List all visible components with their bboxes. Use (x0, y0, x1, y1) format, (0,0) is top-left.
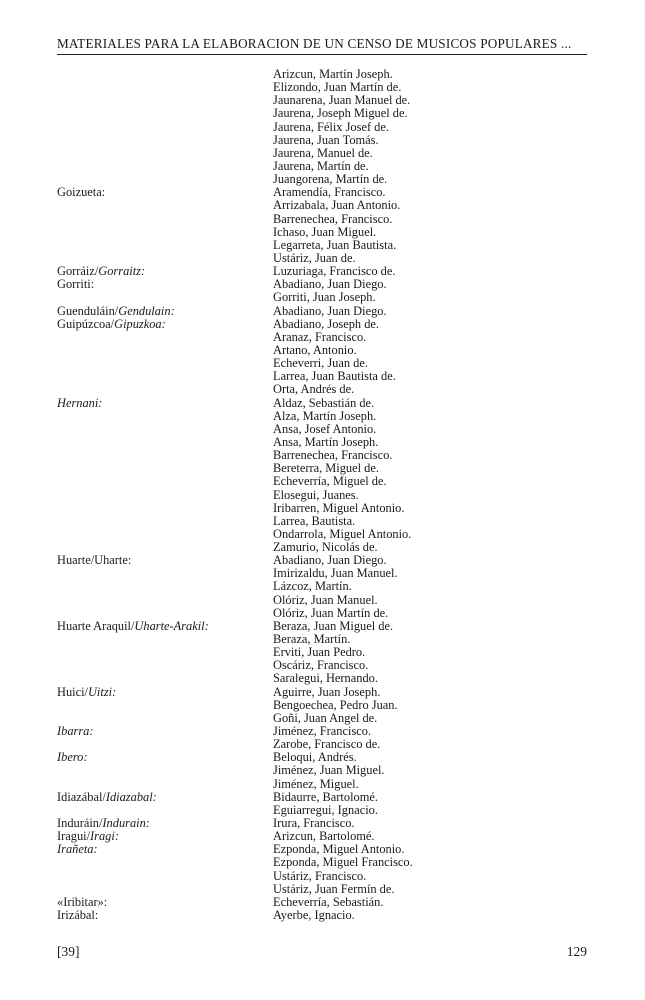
place-name (57, 107, 273, 120)
header-rule (57, 54, 587, 55)
place-name (57, 318, 273, 331)
list-item (57, 410, 617, 423)
list-item (57, 515, 617, 528)
place-name (57, 856, 273, 869)
musician-name: Eguiarregui, Ignacio. (273, 802, 378, 817)
musician-name: Jaurena, Manuel de. (273, 145, 373, 160)
place-spanish: Huarte/Uharte: (57, 553, 132, 568)
list-item (57, 580, 617, 593)
musician-name: Jiménez, Juan Miguel. (273, 763, 385, 778)
place-name (57, 134, 273, 147)
place-basque: Hernani: (57, 395, 103, 410)
list-item (57, 199, 617, 212)
place-name (57, 147, 273, 160)
place-name (57, 186, 273, 199)
place-name (57, 462, 273, 475)
musician-name: Ustáriz, Juan de. (273, 250, 356, 265)
place-name (57, 751, 273, 764)
list-item (57, 331, 617, 344)
place-name (57, 528, 273, 541)
musician-name: Legarreta, Juan Bautista. (273, 237, 397, 252)
place-name (57, 370, 273, 383)
musician-name: Aramendía, Francisco. (273, 185, 386, 200)
musician-name: Aldaz, Sebastián de. (273, 395, 375, 410)
musician-name: Ondarrola, Miguel Antonio. (273, 526, 412, 541)
musician-name: Jaurena, Juan Tomás. (273, 132, 379, 147)
musician-name: Ustáriz, Francisco. (273, 868, 367, 883)
place-basque: Uitzi: (87, 684, 117, 699)
place-name (57, 410, 273, 423)
musician-name: Beraza, Juan Miguel de. (273, 618, 394, 633)
page-number: 129 (566, 944, 587, 959)
place-name (57, 397, 273, 410)
list-item (57, 475, 617, 488)
musician-name: Orta, Andrés de. (273, 382, 355, 397)
musician-name: Zarobe, Francisco de. (273, 737, 381, 752)
musician-name: Abadiano, Juan Diego. (273, 553, 387, 568)
place-name (57, 449, 273, 462)
place-name (57, 554, 273, 567)
musician-name: Ichaso, Juan Miguel. (273, 224, 377, 239)
place-spanish: Idiazábal/ (57, 789, 106, 804)
place-name (57, 843, 273, 856)
list-item (57, 502, 617, 515)
place-name (57, 213, 273, 226)
musician-name: Ansa, Martín Joseph. (273, 434, 379, 449)
musician-name: Ezponda, Miguel Antonio. (273, 842, 405, 857)
place-name (57, 870, 273, 883)
place-basque: Ibero: (57, 750, 88, 765)
musician-name: Elizondo, Juan Martín de. (273, 80, 402, 95)
list-item (57, 699, 617, 712)
place-spanish: Huici/ (57, 684, 88, 699)
list-item (57, 147, 617, 160)
place-basque: Irañeta: (57, 842, 98, 857)
place-basque: Ibarra: (57, 724, 94, 739)
place-name (57, 738, 273, 751)
musician-name: Ustáriz, Juan Fermín de. (273, 881, 395, 896)
place-spanish: Huarte Araquil/ (57, 618, 135, 633)
musician-name: Elosegui, Juanes. (273, 487, 359, 502)
place-spanish: Induráin/ (57, 816, 103, 831)
musician-name: Jiménez, Miguel. (273, 776, 359, 791)
musician-name: Ayerbe, Ignacio. (273, 908, 355, 922)
list-item (57, 134, 617, 147)
place-name (57, 94, 273, 107)
place-basque: Gipuzkoa: (114, 316, 166, 331)
place-spanish: Guipúzcoa/ (57, 316, 115, 331)
place-name (57, 226, 273, 239)
place-name (57, 502, 273, 515)
place-name (57, 239, 273, 252)
place-name (57, 725, 273, 738)
place-name (57, 121, 273, 134)
place-name (57, 646, 273, 659)
place-spanish: Guenduláin/ (57, 303, 119, 318)
place-basque: Gendulain: (118, 303, 175, 318)
musician-name: Jaurena, Félix Josef de. (273, 119, 389, 134)
list-item (57, 383, 617, 396)
place-name (57, 475, 273, 488)
place-name (57, 344, 273, 357)
musician-name: Alza, Martín Joseph. (273, 408, 377, 423)
place-spanish: Goizueta: (57, 185, 106, 200)
musician-name: Goñi, Juan Angel de. (273, 710, 378, 725)
place-name (57, 594, 273, 607)
place-name (57, 68, 273, 81)
musician-name: Iribarren, Miguel Antonio. (273, 500, 405, 515)
musician-name: Barrenechea, Francisco. (273, 448, 393, 463)
place-spanish: Irizábal: (57, 908, 99, 922)
place-name (57, 909, 273, 922)
musician-name: Abadiano, Juan Diego. (273, 277, 387, 292)
place-basque: Gorraitz: (98, 264, 146, 279)
place-spanish: Gorráiz/ (57, 264, 99, 279)
list-item (57, 213, 617, 226)
place-name (57, 331, 273, 344)
musician-name: Beloqui, Andrés. (273, 750, 357, 765)
list-item (57, 672, 617, 685)
musician-name: Ansa, Josef Antonio. (273, 421, 377, 436)
place-name (57, 515, 273, 528)
musician-name: Abadiano, Juan Diego. (273, 303, 387, 318)
musician-name: Olóriz, Juan Manuel. (273, 592, 378, 607)
list-item (57, 883, 617, 896)
running-header: MATERIALES PARA LA ELABORACION DE UN CENSO DE MUSICOS POPULARES ... (57, 36, 572, 51)
musician-name: Larrea, Bautista. (273, 513, 356, 528)
place-basque: Indurain: (102, 816, 150, 831)
list-item (57, 489, 617, 502)
list-item (57, 909, 617, 922)
place-name (57, 659, 273, 672)
place-name (57, 278, 273, 291)
musician-name: Barrenechea, Francisco. (273, 211, 393, 226)
musician-name: Jaunarena, Juan Manuel de. (273, 93, 411, 108)
place-name (57, 357, 273, 370)
musician-name: Abadiano, Joseph de. (273, 316, 379, 331)
list-item (57, 856, 617, 869)
list-item (57, 423, 617, 436)
place-name (57, 81, 273, 94)
musician-name: Imirizaldu, Juan Manuel. (273, 566, 398, 581)
musician-name: Luzuriaga, Francisco de. (273, 264, 396, 279)
musician-name: Echeverría, Miguel de. (273, 474, 387, 489)
musician-name: Lázcoz, Martín. (273, 579, 352, 594)
place-name (57, 791, 273, 804)
footer-section-number: [39] (57, 944, 80, 959)
place-name (57, 620, 273, 633)
musician-name: Arrizabala, Juan Antonio. (273, 198, 401, 213)
musician-name: Aguirre, Juan Joseph. (273, 684, 381, 699)
musician-name: Arizcun, Bartolomé. (273, 829, 375, 844)
musician-name: Juangorena, Martín de. (273, 172, 388, 187)
place-spanish: Iragui/ (57, 829, 91, 844)
list-item (57, 318, 617, 331)
place-name (57, 567, 273, 580)
musician-name: Jaurena, Martín de. (273, 158, 369, 173)
place-spanish: «Iribitar»: (57, 894, 108, 909)
musician-name: Arizcun, Martín Joseph. (273, 67, 393, 81)
musician-name: Larrea, Juan Bautista de. (273, 369, 396, 384)
musician-name: Jiménez, Francisco. (273, 724, 372, 739)
musician-name: Echeverría, Sebastián. (273, 894, 384, 909)
musician-name: Erviti, Juan Pedro. (273, 645, 366, 660)
musician-name: Oscáriz, Francisco. (273, 658, 369, 673)
musician-name: Irura, Francisco. (273, 816, 355, 831)
musician-name: Artano, Antonio. (273, 342, 357, 357)
list-item (57, 226, 617, 239)
place-name (57, 699, 273, 712)
place-name (57, 686, 273, 699)
musician-name: Bengoechea, Pedro Juan. (273, 697, 398, 712)
place-basque: Idiazabal: (105, 789, 157, 804)
list-item (57, 121, 617, 134)
list-item (57, 791, 617, 804)
musician-name: Gorriti, Juan Joseph. (273, 290, 376, 305)
musician-name: Aranaz, Francisco. (273, 329, 367, 344)
place-basque: Uharte-Arakil: (134, 618, 209, 633)
census-list (57, 68, 617, 922)
musician-name: Jaurena, Joseph Miguel de. (273, 106, 408, 121)
place-name (57, 764, 273, 777)
place-name (57, 423, 273, 436)
place-name (57, 580, 273, 593)
place-name (57, 199, 273, 212)
musician-name: Echeverri, Juan de. (273, 356, 368, 371)
list-item (57, 764, 617, 777)
list-item (57, 397, 617, 410)
list-item (57, 107, 617, 120)
musician-name: Saralegui, Hernando. (273, 671, 378, 686)
musician-name: Zamurio, Nicolás de. (273, 540, 378, 555)
place-name (57, 489, 273, 502)
list-item (57, 870, 617, 883)
list-item (57, 239, 617, 252)
list-item (57, 594, 617, 607)
musician-name: Bidaurre, Bartolomé. (273, 789, 378, 804)
place-basque: Iragi: (90, 829, 119, 844)
musician-name: Ezponda, Miguel Francisco. (273, 855, 413, 870)
place-name (57, 633, 273, 646)
musician-name: Beraza, Martín. (273, 632, 351, 647)
list-item (57, 686, 617, 699)
musician-name: Bereterra, Miguel de. (273, 461, 379, 476)
place-spanish: Gorriti: (57, 277, 95, 292)
place-name (57, 160, 273, 173)
musician-name: Olóriz, Juan Martín de. (273, 605, 389, 620)
place-name (57, 436, 273, 449)
